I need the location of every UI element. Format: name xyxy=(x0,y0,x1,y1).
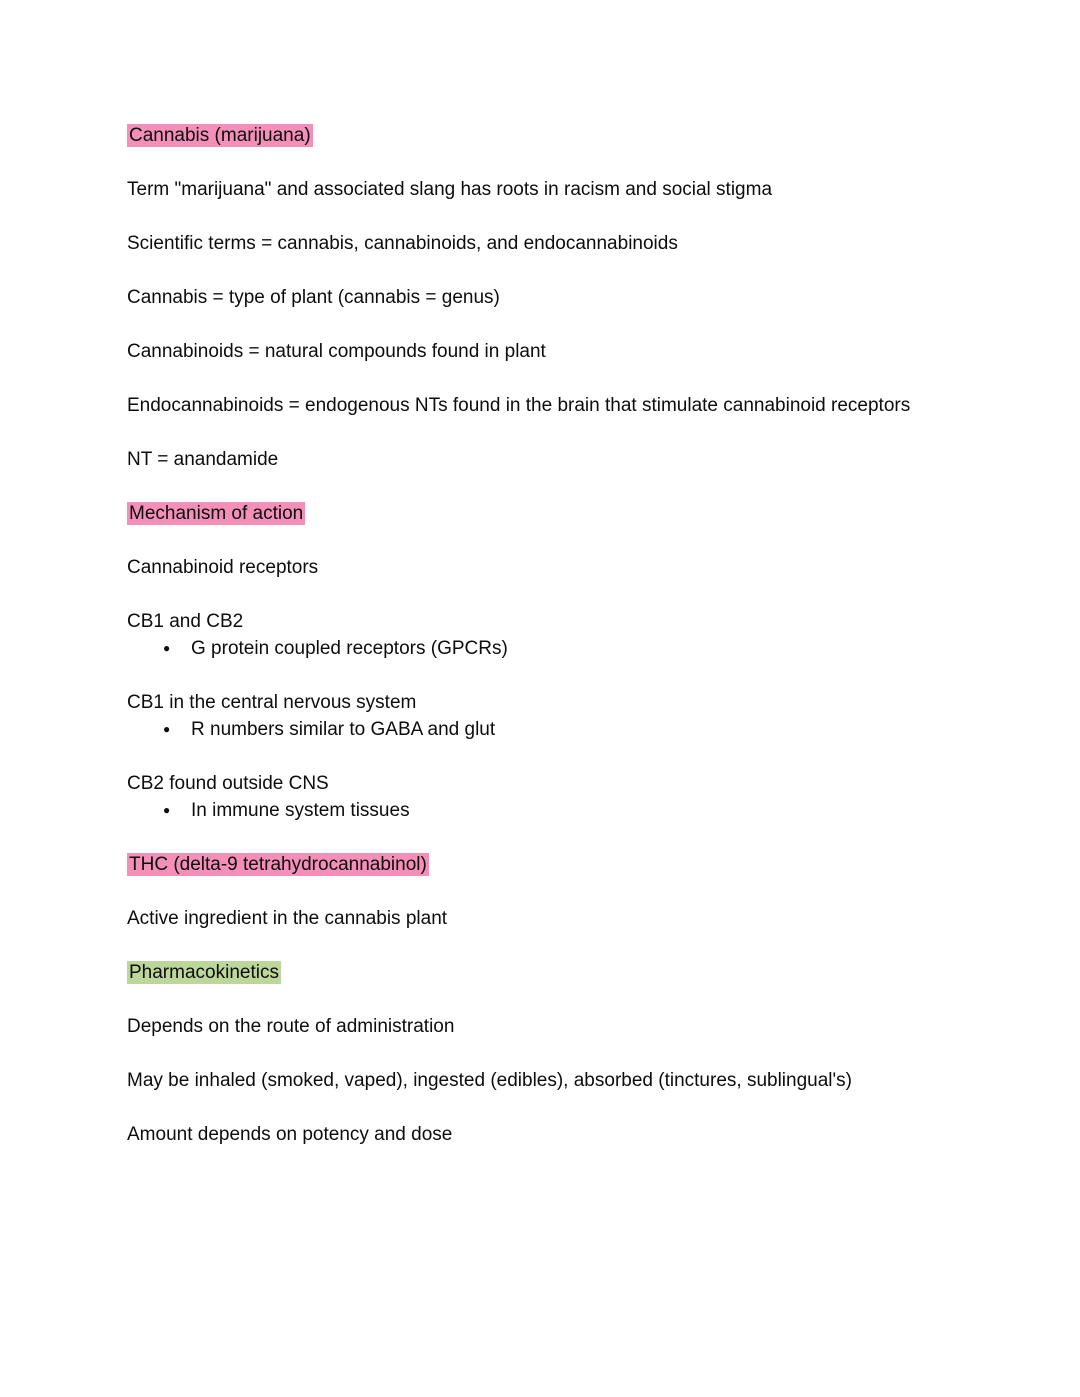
paragraph-block xyxy=(127,1121,990,1148)
paragraph-text: CB1 in the central nervous system xyxy=(127,692,417,713)
bullet-list xyxy=(127,797,990,824)
paragraph-block xyxy=(127,905,990,932)
paragraph-block xyxy=(127,392,990,419)
section-heading xyxy=(127,122,990,149)
paragraph-block xyxy=(127,284,990,311)
paragraph-text: CB1 and CB2 xyxy=(127,611,244,632)
paragraph-text: Term "marijuana" and associated slang has roots in racism and social stigma xyxy=(127,179,773,200)
paragraph-line xyxy=(127,608,990,635)
paragraph-text: Cannabinoid receptors xyxy=(127,557,319,578)
paragraph-block xyxy=(127,554,990,581)
paragraph-block xyxy=(127,230,990,257)
bullet-list xyxy=(127,635,990,662)
bullet-item: ● R numbers similar to GABA and glut xyxy=(127,716,990,743)
heading-block xyxy=(127,851,990,878)
paragraph-line xyxy=(127,230,990,257)
paragraph-text: Amount depends on potency and dose xyxy=(127,1124,453,1145)
document-content xyxy=(127,122,990,1148)
paragraph-line xyxy=(127,1067,990,1094)
paragraph-text: NT = anandamide xyxy=(127,449,279,470)
paragraph-block xyxy=(127,770,990,824)
paragraph-block xyxy=(127,338,990,365)
paragraph-line xyxy=(127,554,990,581)
paragraph-text: Cannabis = type of plant (cannabis = genus) xyxy=(127,287,500,308)
paragraph-block xyxy=(127,1013,990,1040)
paragraph-block xyxy=(127,176,990,203)
section-heading xyxy=(127,500,990,527)
heading-block xyxy=(127,959,990,986)
paragraph-text: Cannabinoids = natural compounds found in plant xyxy=(127,341,546,362)
paragraph-block xyxy=(127,689,990,743)
heading-block xyxy=(127,500,990,527)
paragraph-text: May be inhaled (smoked, vaped), ingested (edibles), absorbed (tinctures, sublingual's) xyxy=(127,1070,852,1091)
paragraph-line xyxy=(127,1013,990,1040)
paragraph-text: Scientific terms = cannabis, cannabinoids, and endocannabinoids xyxy=(127,233,678,254)
paragraph-block xyxy=(127,1067,990,1094)
paragraph-line xyxy=(127,905,990,932)
paragraph-line xyxy=(127,1121,990,1148)
highlighted-heading-green: Pharmacokinetics xyxy=(129,962,279,983)
paragraph-text: Active ingredient in the cannabis plant xyxy=(127,908,448,929)
bullet-item: ● G protein coupled receptors (GPCRs) xyxy=(127,635,990,662)
paragraph-text: Endocannabinoids = endogenous NTs found in the brain that stimulate cannabinoid receptors xyxy=(127,395,911,416)
bullet-item: ● In immune system tissues xyxy=(127,797,990,824)
paragraph-line xyxy=(127,338,990,365)
highlighted-heading-pink: Cannabis (marijuana) xyxy=(129,125,311,146)
paragraph-line xyxy=(127,770,990,797)
bullet-list xyxy=(127,716,990,743)
paragraph-block xyxy=(127,608,990,662)
highlighted-heading-pink: Mechanism of action xyxy=(129,503,304,524)
paragraph-line xyxy=(127,689,990,716)
paragraph-line xyxy=(127,446,990,473)
paragraph-line xyxy=(127,176,990,203)
highlighted-heading-pink: THC (delta-9 tetrahydrocannabinol) xyxy=(129,854,427,875)
paragraph-line xyxy=(127,392,990,419)
paragraph-text: CB2 found outside CNS xyxy=(127,773,329,794)
section-heading xyxy=(127,851,990,878)
heading-block xyxy=(127,122,990,149)
paragraph-block xyxy=(127,446,990,473)
section-heading xyxy=(127,959,990,986)
paragraph-text: Depends on the route of administration xyxy=(127,1016,455,1037)
paragraph-line xyxy=(127,284,990,311)
